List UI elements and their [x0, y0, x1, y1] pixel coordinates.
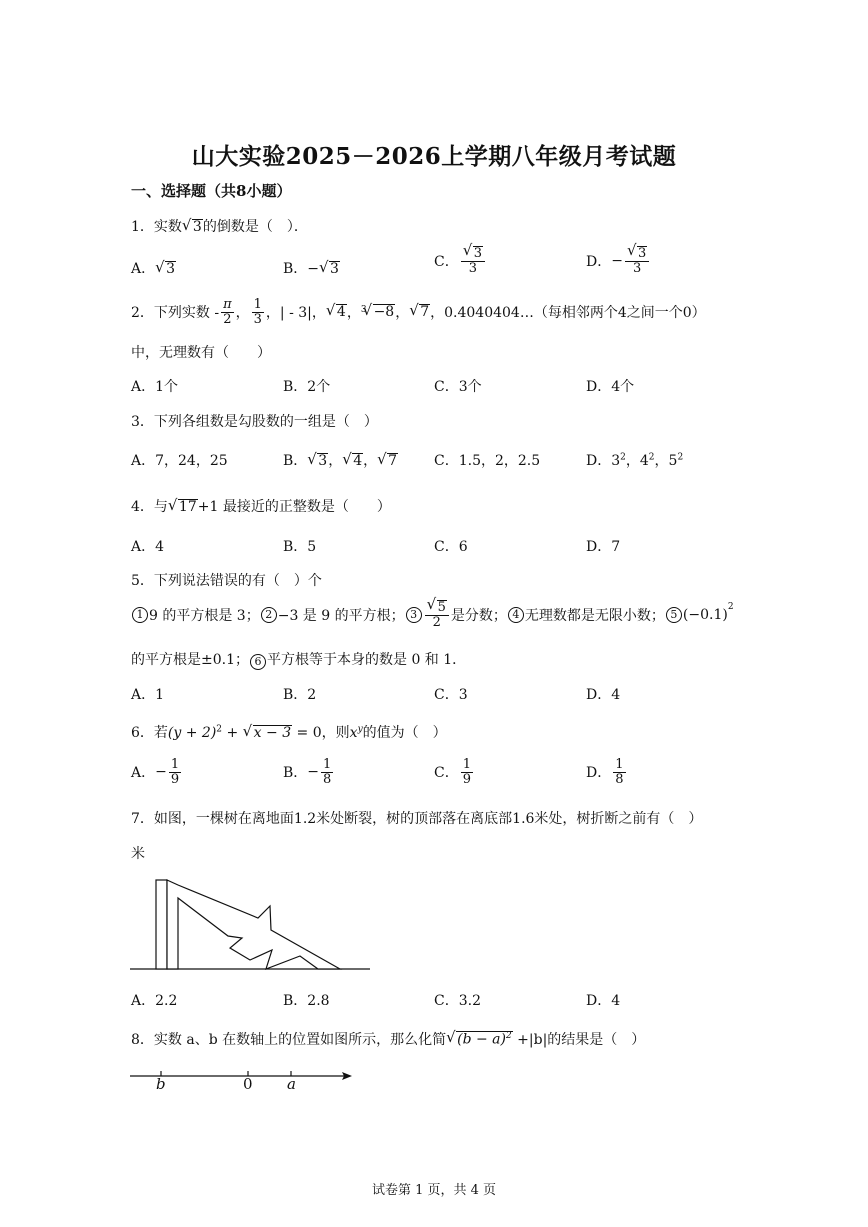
- question-4-stem: 4．与√ 17+1 最接近的正整数是（ ）: [131, 496, 391, 516]
- broken-tree-figure: [130, 876, 372, 974]
- q5-option-b: B．2: [283, 687, 317, 703]
- question-2-stem: 2．下列实数 - $\frac{\pi}{2}$ ， $\frac{1}{3}$ ，| - 3|，√ 4，$^3$√ −8，√ 7，0.4040404…（每相邻两个4之间一个0）: [131, 298, 706, 326]
- q1-option-c: C． √ $\frac{3}{3}$: [434, 246, 487, 276]
- question-6-stem: 6．若$(y + 2)^2$ + √ x − 3 = 0，则$x^y$的值为（ ）: [131, 722, 447, 742]
- label-zero: 0: [243, 1075, 253, 1093]
- q1-option-a: A．√ 3: [131, 258, 176, 278]
- q3-option-b: B．√ 3，√ 4，√ 7: [283, 450, 398, 470]
- q7-option-b: B．2.8: [283, 993, 330, 1009]
- q6-option-c: C． $\frac{1}{9}$: [434, 757, 471, 787]
- q4-option-d: D．7: [586, 539, 621, 555]
- q3-option-d: D．$3^2$，$4^2$，$5^2$: [586, 452, 684, 469]
- q7-option-a: A．2.2: [131, 993, 178, 1009]
- q3-option-a: A．7，24，25: [131, 453, 228, 469]
- question-5-statements: 1 9 的平方根是 3； 2 −3 是 9 的平方根； 3 √ $\frac{5}{2}$ 是分数； 4 无理数都是无限小数； 5 $(-0.1)^2$: [131, 600, 734, 630]
- q6-option-a: A．− $\frac{1}{9}$: [131, 757, 180, 787]
- q2-option-c: C．3个: [434, 379, 482, 395]
- q1-option-b: B．−√ 3: [283, 258, 340, 278]
- q6-option-d: D． $\frac{1}{8}$: [586, 757, 624, 787]
- question-7-stem: 7．如图，一棵树在离地面1.2米处断裂，树的顶部落在离底部1.6米处，树折断之前有（ ）: [131, 811, 703, 827]
- question-5-line2: 的平方根是±0.1； 6 平方根等于本身的数是 0 和 1．: [131, 652, 467, 668]
- label-a: a: [287, 1075, 296, 1093]
- q7-option-d: D．4: [586, 993, 621, 1009]
- q3-option-c: C．1.5，2，2.5: [434, 453, 541, 469]
- q5-option-a: A．1: [131, 687, 165, 703]
- q4-option-b: B．5: [283, 539, 317, 555]
- question-3-stem: 3．下列各组数是勾股数的一组是（ ）: [131, 414, 378, 430]
- q6-option-b: B．− $\frac{1}{8}$: [283, 757, 332, 787]
- question-8-stem: 8．实数 a、b 在数轴上的位置如图所示，那么化简√ $(b - a)^2 +|b|$的结果是（ ）: [131, 1029, 645, 1049]
- q1-option-d: D．− √ $\frac{3}{3}$: [586, 246, 651, 276]
- q2-option-b: B．2个: [283, 379, 331, 395]
- question-7-line2: 米: [131, 846, 145, 862]
- q2-option-d: D．4个: [586, 379, 635, 395]
- fallen-tree-top: [167, 880, 340, 969]
- q7-option-c: C．3.2: [434, 993, 481, 1009]
- q5-option-c: C．3: [434, 687, 468, 703]
- q4-option-c: C．6: [434, 539, 468, 555]
- tree-trunk: [156, 880, 167, 969]
- q2-option-a: A．1个: [131, 379, 179, 395]
- page-footer: 试卷第 1 页，共 4 页: [371, 1183, 497, 1198]
- page-title: 山大实验2025－2026上学期八年级月考试题: [191, 143, 677, 170]
- q5-option-d: D．4: [586, 687, 621, 703]
- section-heading: 一、选择题（共8小题）: [131, 182, 292, 200]
- label-b: b: [156, 1075, 166, 1093]
- question-2-line2: 中，无理数有（ ）: [131, 345, 271, 361]
- q4-option-a: A．4: [131, 539, 165, 555]
- question-5-stem: 5．下列说法错误的有（ ）个: [131, 573, 322, 589]
- question-1-stem: 1．实数√ 3的倒数是（ ）．: [131, 216, 308, 236]
